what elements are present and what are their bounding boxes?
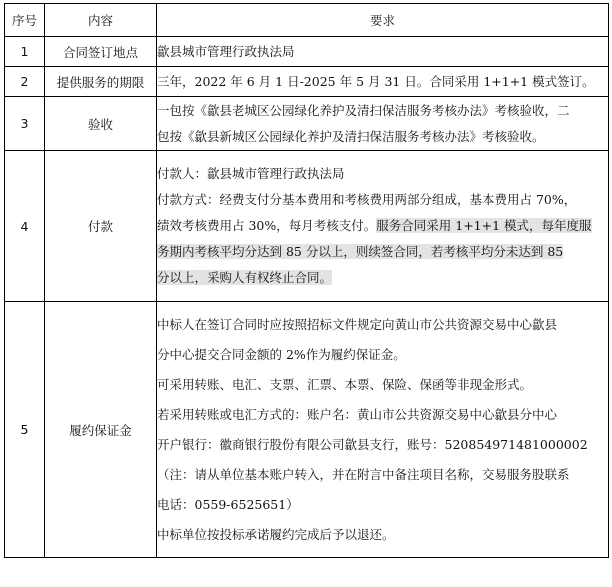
table-row [5,37,609,67]
row-item: 合同签订地点 [45,37,157,67]
highlighted-text: 务期内考核平均分达到 85 分以上，则续签合同，若考核平均分未达到 85 [157,244,564,259]
requirement-line: 付款方式：经费支付分基本费用和考核费用两部分组成，基本费用占 70%， [157,192,577,207]
row-item: 付款 [45,151,157,302]
requirements-table [4,3,609,558]
header-requirement: 要求 [157,4,609,37]
row-no: 4 [5,151,45,302]
table-row [5,151,609,302]
requirement-line: 三年，2022 年 6 月 1 日-2025 年 5 月 31 日。合同采用 1+1+1 模式签订。 [157,73,595,89]
row-no: 5 [5,302,45,558]
table-row [5,67,609,97]
row-requirement [157,67,609,97]
row-requirement [157,37,609,67]
row-item: 验收 [45,97,157,151]
row-no: 1 [5,37,45,67]
requirement-line: 一包按《歙县老城区公园绿化养护及清扫保洁服务考核办法》考核验收，二 [157,102,570,118]
table-row [5,302,609,558]
row-requirement [157,151,609,302]
table-header-row [5,4,609,37]
requirement-text: 绩效考核费用占 30%，每月考核支付。 [157,218,377,233]
highlighted-text: 分以上，采购人有权终止合同。 [157,270,333,285]
header-content: 内容 [45,4,157,37]
row-requirement [157,302,609,558]
requirement-line [157,265,608,291]
row-requirement [157,97,609,151]
requirement-line: 中标单位按投标承诺履约完成后予以退还。 [157,526,395,542]
table-row [5,97,609,151]
requirement-line: 可采用转账、电汇、支票、汇票、本票、保险、保函等非现金形式。 [157,376,533,392]
requirement-line: 歙县城市管理行政执法局 [157,43,295,59]
requirement-line: （注：请从单位基本账户转入，并在附言中备注项目名称，交易服务股联系 [157,466,570,482]
header-no: 序号 [5,4,45,37]
requirement-line [157,239,608,265]
requirement-line: 开户银行：徽商银行股份有限公司歙县支行，账号：520854971481000002 [157,436,588,452]
row-no: 2 [5,67,45,97]
requirement-line: 分中心提交合同金额的 2%作为履约保证金。 [157,346,406,362]
row-item: 提供服务的期限 [45,67,157,97]
requirement-line: 付款人：歙县城市管理行政执法局 [157,166,345,181]
requirement-line: 包按《歙县新城区公园绿化养护及清扫保洁服务考核办法》考核验收。 [157,128,545,144]
requirement-line: 电话：0559-6525651） [157,496,299,512]
requirement-line: 中标人在签订合同时应按照招标文件规定向黄山市公共资源交易中心歙县 [157,316,558,332]
row-item: 履约保证金 [45,302,157,558]
requirement-line: 若采用转账或电汇方式的：账户名：黄山市公共资源交易中心歙县分中心 [157,406,558,422]
highlighted-text: 服务合同采用 1+1+1 模式，每年度服 [376,218,592,233]
row-no: 3 [5,97,45,151]
requirement-line [157,213,608,239]
